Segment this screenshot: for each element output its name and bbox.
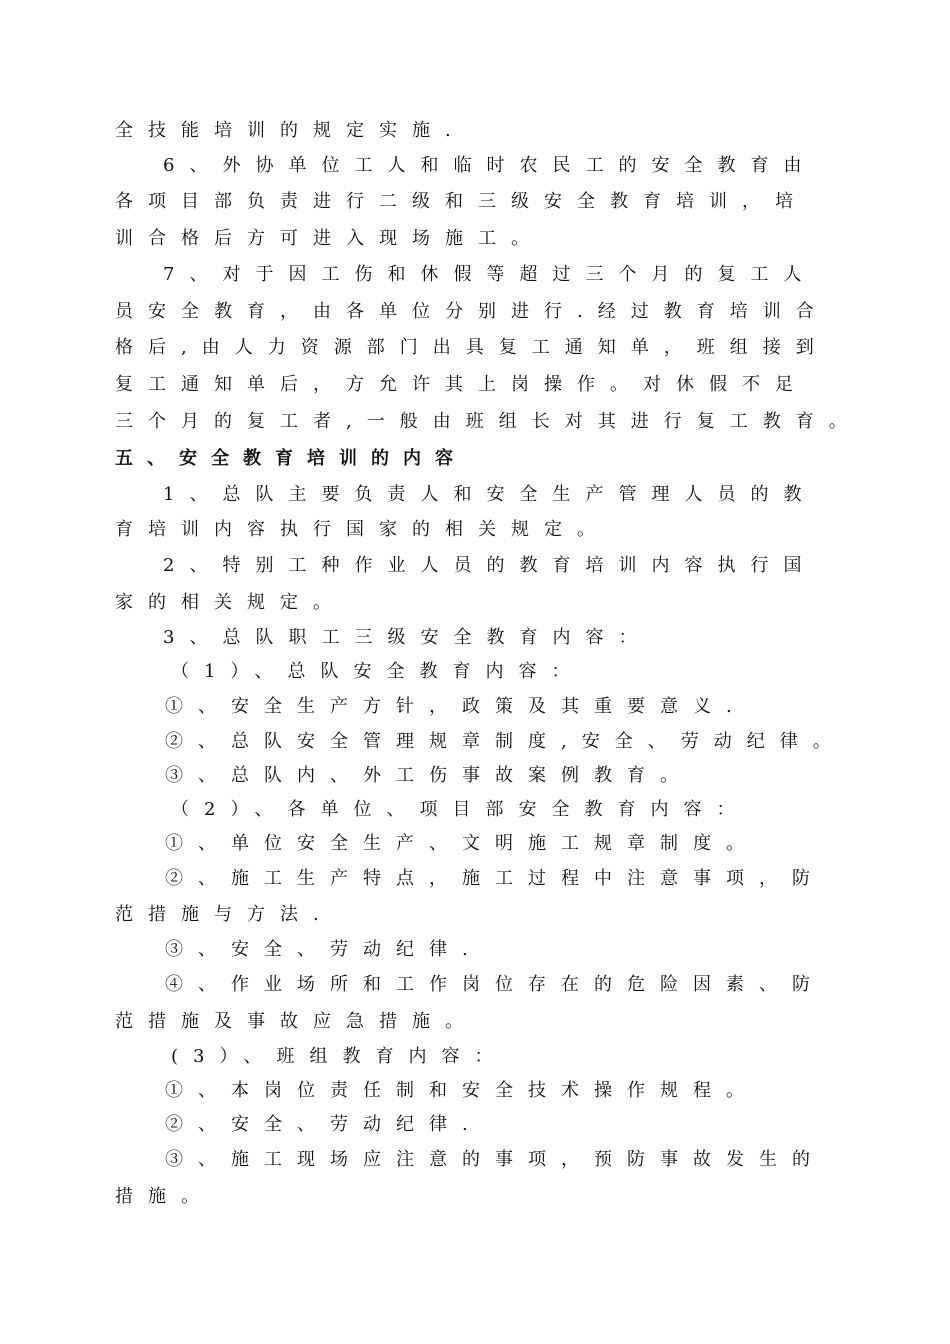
- text-line: 3、总队职工三级安全教育内容：: [163, 627, 652, 648]
- text-line: ①、本岗位责任制和安全技术操作规程。: [165, 1080, 759, 1101]
- text-line: 训合格后方可进入现场施工。: [115, 228, 544, 249]
- text-line: 7、对于因工伤和休假等超过三个月的复工人: [163, 264, 817, 285]
- text-line: 三个月的复工者,一般由班组长对其进行复工教育。: [115, 411, 862, 432]
- text-line: (3）、班组教育内容：: [171, 1046, 508, 1067]
- text-line: ②、总队安全管理规章制度,安全、劳动纪律。: [165, 731, 846, 752]
- text-line: ③、总队内、外工伤事故案例教育。: [165, 765, 693, 786]
- text-line: 各项目部负责进行二级和三级安全教育培训，培: [115, 191, 808, 212]
- section-heading: 五、安全教育培训的内容: [115, 448, 467, 469]
- text-line: 格后,由人力资源部门出具复工通知单，班组接到: [115, 337, 829, 358]
- text-line: 范措施及事故应急措施。: [115, 1011, 478, 1032]
- text-line: ①、单位安全生产、文明施工规章制度。: [165, 833, 759, 854]
- text-line: ④、作业场所和工作岗位存在的危险因素、防: [165, 974, 825, 995]
- text-line: 员安全教育，由各单位分别进行.经过教育培训合: [115, 301, 829, 322]
- text-line: 措施。: [115, 1186, 214, 1207]
- text-line: 全技能培训的规定实施.: [115, 120, 466, 141]
- text-line: 2、特别工种作业人员的教育培训内容执行国: [163, 555, 817, 576]
- text-line: 范措施与方法.: [115, 904, 334, 925]
- text-line: 复工通知单后，方允许其上岗操作。对休假不足: [115, 374, 808, 395]
- text-line: ③、施工现场应注意的事项，预防事故发生的: [165, 1149, 825, 1170]
- text-line: 家的相关规定。: [115, 592, 346, 613]
- text-line: （2）、各单位、项目部安全教育内容：: [171, 799, 750, 820]
- text-line: ①、安全生产方针，政策及其重要意义.: [165, 696, 747, 717]
- text-line: （1）、总队安全教育内容：: [171, 661, 585, 682]
- text-line: 育培训内容执行国家的相关规定。: [115, 519, 610, 540]
- text-line: ②、施工生产特点，施工过程中注意事项，防: [165, 868, 825, 889]
- text-line: 1、总队主要负责人和安全生产管理人员的教: [163, 484, 817, 505]
- text-line: ③、安全、劳动纪律.: [165, 939, 483, 960]
- text-line: ②、安全、劳动纪律.: [165, 1114, 483, 1135]
- text-line: 6、外协单位工人和临时农民工的安全教育由: [163, 155, 817, 176]
